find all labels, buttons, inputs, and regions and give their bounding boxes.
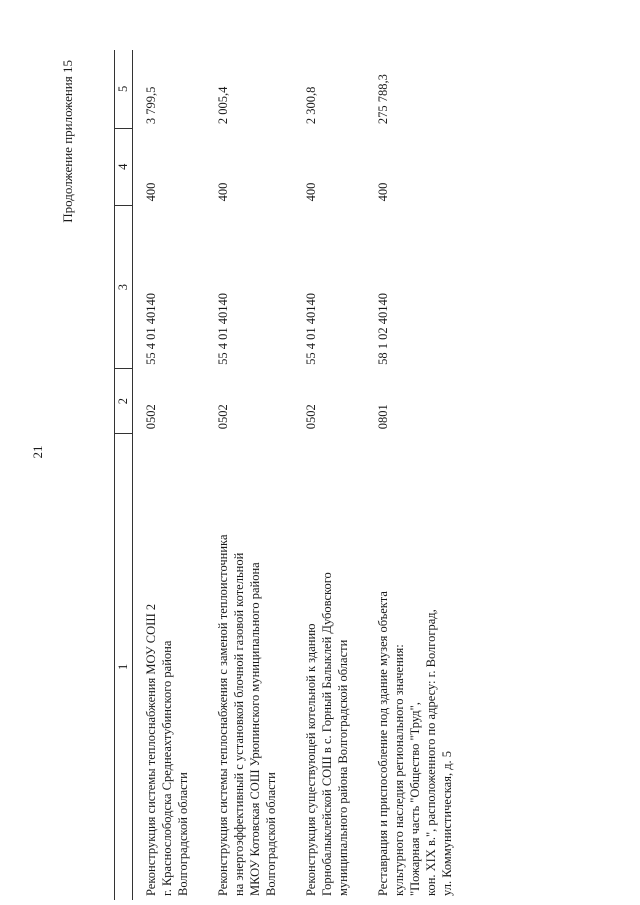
header-col-3: 3: [115, 205, 133, 369]
row-expense-type: 400: [376, 182, 390, 202]
row-target-code: 55 4 01 40140: [304, 293, 318, 365]
name-line: Горнобалыклейской СОШ в с. Горный Балыклей Дубовского: [320, 572, 334, 896]
row-amount: 2 005,4: [216, 86, 230, 125]
table-row: [293, 50, 365, 900]
row-expense-type: 400: [144, 182, 158, 202]
name-line: ул. Коммунистическая, д. 5: [440, 750, 454, 896]
continuation-label: Продолжение приложения 15: [60, 60, 75, 223]
name-line: Волгоградской области: [176, 772, 190, 896]
name-line: Волгоградской области: [264, 772, 278, 896]
row-name: [205, 433, 293, 900]
name-line: МКОУ Котовская СОШ Урюпинского муниципального района: [248, 562, 262, 896]
row-expense-type: 400: [304, 182, 318, 202]
header-col-4: 4: [115, 128, 133, 205]
header-col-5: 5: [115, 50, 133, 128]
name-line: г. Краснослободска Среднеахтубинского района: [160, 640, 174, 896]
table-header-row: [115, 50, 133, 900]
table-row: [205, 50, 293, 900]
row-section-code: 0502: [304, 404, 318, 430]
row-name: [293, 433, 365, 900]
row-target-code: 55 4 01 40140: [144, 293, 158, 365]
table-row: [365, 50, 469, 900]
row-name: [365, 433, 469, 900]
name-line: на энергоэффективный с установкой блочной газовой котельной: [232, 552, 246, 896]
page-number: 21: [30, 445, 45, 459]
table-row: [133, 50, 206, 900]
name-line: Реставрация и приспособление под здание музея объекта: [376, 591, 390, 896]
header-col-1: 1: [115, 433, 133, 900]
row-amount: 2 300,8: [304, 86, 318, 125]
row-target-code: 55 4 01 40140: [216, 293, 230, 365]
row-name: [133, 433, 206, 900]
name-line: Реконструкция существующей котельной к зданию: [304, 623, 318, 896]
row-amount: 275 788,3: [376, 74, 390, 125]
row-expense-type: 400: [216, 182, 230, 202]
row-section-code: 0801: [376, 404, 390, 430]
name-line: "Пожарная часть "Общество "Труд",: [408, 702, 422, 896]
appendix-table: [114, 50, 469, 900]
name-line: Реконструкция системы теплоснабжения с заменой теплоисточника: [216, 534, 230, 896]
name-line: культурного наследия регионального значения:: [392, 644, 406, 896]
row-section-code: 0502: [216, 404, 230, 430]
name-line: муниципального района Волгоградской области: [336, 639, 350, 896]
name-line: Реконструкция системы теплоснабжения МОУ СОШ 2: [144, 603, 158, 896]
rotated-page-content: [60, 50, 580, 900]
row-section-code: 0502: [144, 404, 158, 430]
row-amount: 3 799,5: [144, 86, 158, 125]
header-col-2: 2: [115, 369, 133, 433]
name-line: кон. XIX в.", расположенного по адресу: г. Волгоград,: [424, 609, 438, 896]
row-target-code: 58 1 02 40140: [376, 293, 390, 365]
